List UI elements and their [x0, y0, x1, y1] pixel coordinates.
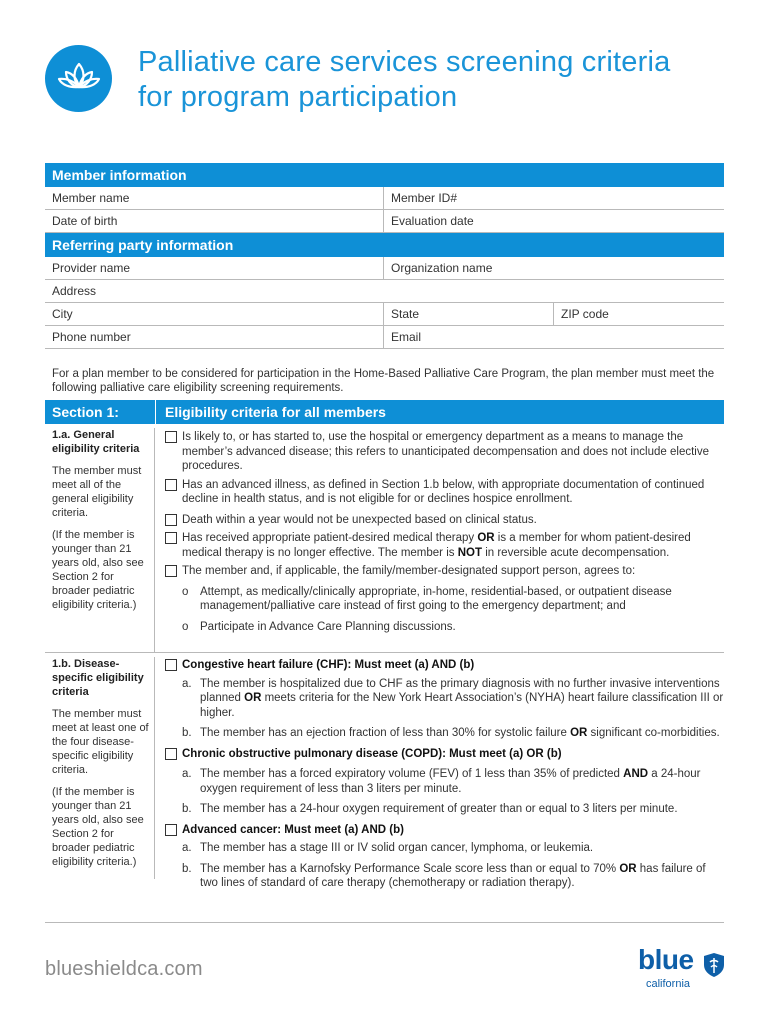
lotus-icon — [45, 45, 112, 112]
member-info-form — [45, 163, 724, 349]
cancer-checkbox-item[interactable] — [165, 823, 725, 838]
criteria-checkbox-item[interactable] — [165, 531, 725, 560]
sub-marker: b. — [182, 803, 192, 815]
checkbox[interactable] — [165, 824, 177, 836]
form-row — [45, 280, 724, 303]
dob-field[interactable]: Date of birth — [45, 210, 384, 232]
evaluation-date-field[interactable]: Evaluation date — [391, 214, 474, 228]
sub-criterion — [165, 726, 725, 741]
city-field[interactable]: City — [45, 303, 384, 325]
criteria-text: in reversible acute decompensation. — [482, 546, 670, 559]
section-divider-line — [45, 652, 724, 653]
checkbox[interactable] — [165, 565, 177, 577]
form-row — [45, 303, 724, 326]
section-title: Eligibility criteria for all members — [165, 404, 386, 420]
criteria-text: is a member for whom patient-desired medical therapy is no longer effective. The member is — [182, 532, 691, 559]
document-header — [45, 45, 735, 125]
copd-title: Chronic obstructive pulmonary disease (COPD): Must meet (a) OR (b) — [182, 747, 562, 760]
sub-text: has failure of two lines of standard of care therapy (chemotherapy or radiation therapy). — [200, 862, 706, 889]
emphasis-or: OR — [619, 862, 637, 875]
criteria-text: Is likely to, or has started to, use the hospital or emergency department as a means to manage the member’s advanced disease; this refers to unanticipated decompensation and does not include elective procedures. — [182, 431, 709, 472]
sub-text: The member has a stage III or IV solid organ cancer, lymphoma, or leukemia. — [200, 842, 594, 854]
bullet-marker: o — [182, 585, 189, 598]
bullet-marker: o — [182, 620, 189, 633]
footer-url[interactable]: blueshieldca.com — [45, 958, 203, 980]
emphasis-or: OR — [244, 692, 262, 704]
sub-marker: b. — [182, 727, 192, 739]
sub-text: The member has a Karnofsky Performance Scale score less than or equal to 70% — [200, 862, 620, 875]
sub-marker: a. — [182, 677, 192, 690]
sub-text: a 24-hour oxygen requirement of less than 3 liters per minute. — [200, 768, 701, 795]
checkbox[interactable] — [165, 659, 177, 671]
state-field[interactable]: State — [384, 303, 554, 325]
s1a-criteria — [165, 430, 725, 634]
s1b-side — [45, 657, 155, 879]
organization-name-field[interactable]: Organization name — [391, 261, 493, 275]
member-info-heading: Member information — [45, 163, 724, 187]
sub-text: The member has an ejection fraction of less than 30% for systolic failure — [200, 727, 571, 739]
provider-name-field[interactable]: Provider name — [45, 257, 384, 279]
brand-subtitle: california — [646, 978, 691, 990]
sub-bullet — [165, 585, 725, 614]
blue-shield-icon — [703, 952, 725, 978]
checkbox[interactable] — [165, 479, 177, 491]
s1a-heading: 1.a. General eligibility criteria — [52, 429, 140, 455]
section-1-heading — [45, 400, 724, 424]
referring-party-heading: Referring party information — [45, 233, 724, 257]
s1b-criteria — [165, 658, 725, 891]
chf-checkbox-item[interactable] — [165, 658, 725, 673]
criteria-checkbox-item[interactable] — [165, 564, 725, 579]
s1a-note-pediatric: (If the member is younger than 21 years old, also see Section 2 for broader pediatric eligibility criteria.) — [52, 529, 144, 611]
bullet-text: Attempt, as medically/clinically appropriate, in-home, residential-based, or outpatient disease management/palliative care instead of first going to the emergency department; and — [200, 585, 672, 612]
zip-field[interactable]: ZIP code — [561, 307, 609, 321]
sub-criterion — [165, 802, 725, 817]
sub-criterion — [165, 677, 725, 721]
s1b-note-pediatric: (If the member is younger than 21 years old, also see Section 2 for broader pediatric eligibility criteria.) — [52, 786, 144, 868]
criteria-checkbox-item[interactable] — [165, 430, 725, 474]
s1a-side — [45, 428, 155, 652]
sub-text: significant co-morbidities. — [587, 727, 720, 739]
email-field[interactable]: Email — [391, 330, 422, 344]
title-line-2: for program participation — [138, 81, 458, 113]
title-line-1: Palliative care services screening criteria — [138, 46, 671, 78]
section-bottom-line — [45, 922, 724, 923]
section-divider — [155, 400, 156, 424]
emphasis-and: AND — [623, 768, 649, 780]
emphasis-or: OR — [477, 532, 495, 544]
member-id-field[interactable]: Member ID# — [391, 191, 458, 205]
sub-text: The member has a 24-hour oxygen requirement of greater than or equal to 3 liters per minute. — [200, 803, 678, 815]
criteria-text: Has received appropriate patient-desired medical therapy — [182, 532, 478, 544]
sub-marker: a. — [182, 842, 192, 854]
checkbox[interactable] — [165, 431, 177, 443]
sub-text: meets criteria for the New York Heart Association’s (NYHA) heart failure classification III or higher. — [200, 692, 724, 719]
checkbox[interactable] — [165, 748, 177, 760]
sub-marker: b. — [182, 862, 192, 875]
sub-criterion — [165, 862, 725, 891]
checkbox[interactable] — [165, 514, 177, 526]
bullet-text: Participate in Advance Care Planning discussions. — [200, 620, 456, 633]
sub-text: The member is hospitalized due to CHF as the primary diagnosis with no further invasive interventions planned — [200, 677, 720, 704]
page-title — [138, 45, 670, 115]
s1a-note: The member must meet all of the general eligibility criteria. — [52, 465, 142, 519]
intro-text: For a plan member to be considered for participation in the Home-Based Palliative Care Program, the plan member must meet the following palliative care eligibility screening requirements. — [52, 368, 715, 394]
address-field[interactable]: Address — [52, 284, 97, 298]
brand-logo — [638, 944, 728, 993]
chf-title: Congestive heart failure (CHF): Must meet (a) AND (b) — [182, 659, 475, 671]
emphasis-or: OR — [570, 727, 588, 739]
sub-criterion — [165, 841, 725, 856]
sub-text: The member has a forced expiratory volume (FEV) of 1 less than 35% of predicted — [200, 768, 624, 780]
copd-checkbox-item[interactable] — [165, 747, 725, 762]
form-row — [45, 257, 724, 280]
sub-bullet — [165, 620, 725, 635]
emphasis-not: NOT — [457, 546, 482, 559]
form-row — [45, 326, 724, 349]
section-label: Section 1: — [52, 404, 119, 420]
phone-field[interactable]: Phone number — [45, 326, 384, 348]
sub-criterion — [165, 767, 725, 796]
criteria-checkbox-item[interactable] — [165, 513, 725, 528]
s1b-heading: 1.b. Disease-specific eligibility criteria — [52, 658, 144, 698]
brand-wordmark: blue — [638, 944, 694, 975]
form-row — [45, 210, 724, 233]
checkbox[interactable] — [165, 532, 177, 544]
sub-marker: a. — [182, 768, 192, 780]
criteria-text: The member and, if applicable, the family/member-designated support person, agrees to: — [182, 565, 636, 577]
criteria-checkbox-item[interactable] — [165, 478, 725, 507]
criteria-text: Has an advanced illness, as defined in Section 1.b below, with appropriate documentation of continued decline in health status, and is not eligible for or declines hospice enrollment. — [182, 478, 705, 505]
cancer-title: Advanced cancer: Must meet (a) AND (b) — [182, 823, 404, 836]
form-row — [45, 187, 724, 210]
criteria-text: Death within a year would not be unexpected based on clinical status. — [182, 513, 537, 526]
s1b-note: The member must meet at least one of the four disease-specific eligibility criteria. — [52, 708, 149, 776]
member-name-field[interactable]: Member name — [45, 187, 384, 209]
